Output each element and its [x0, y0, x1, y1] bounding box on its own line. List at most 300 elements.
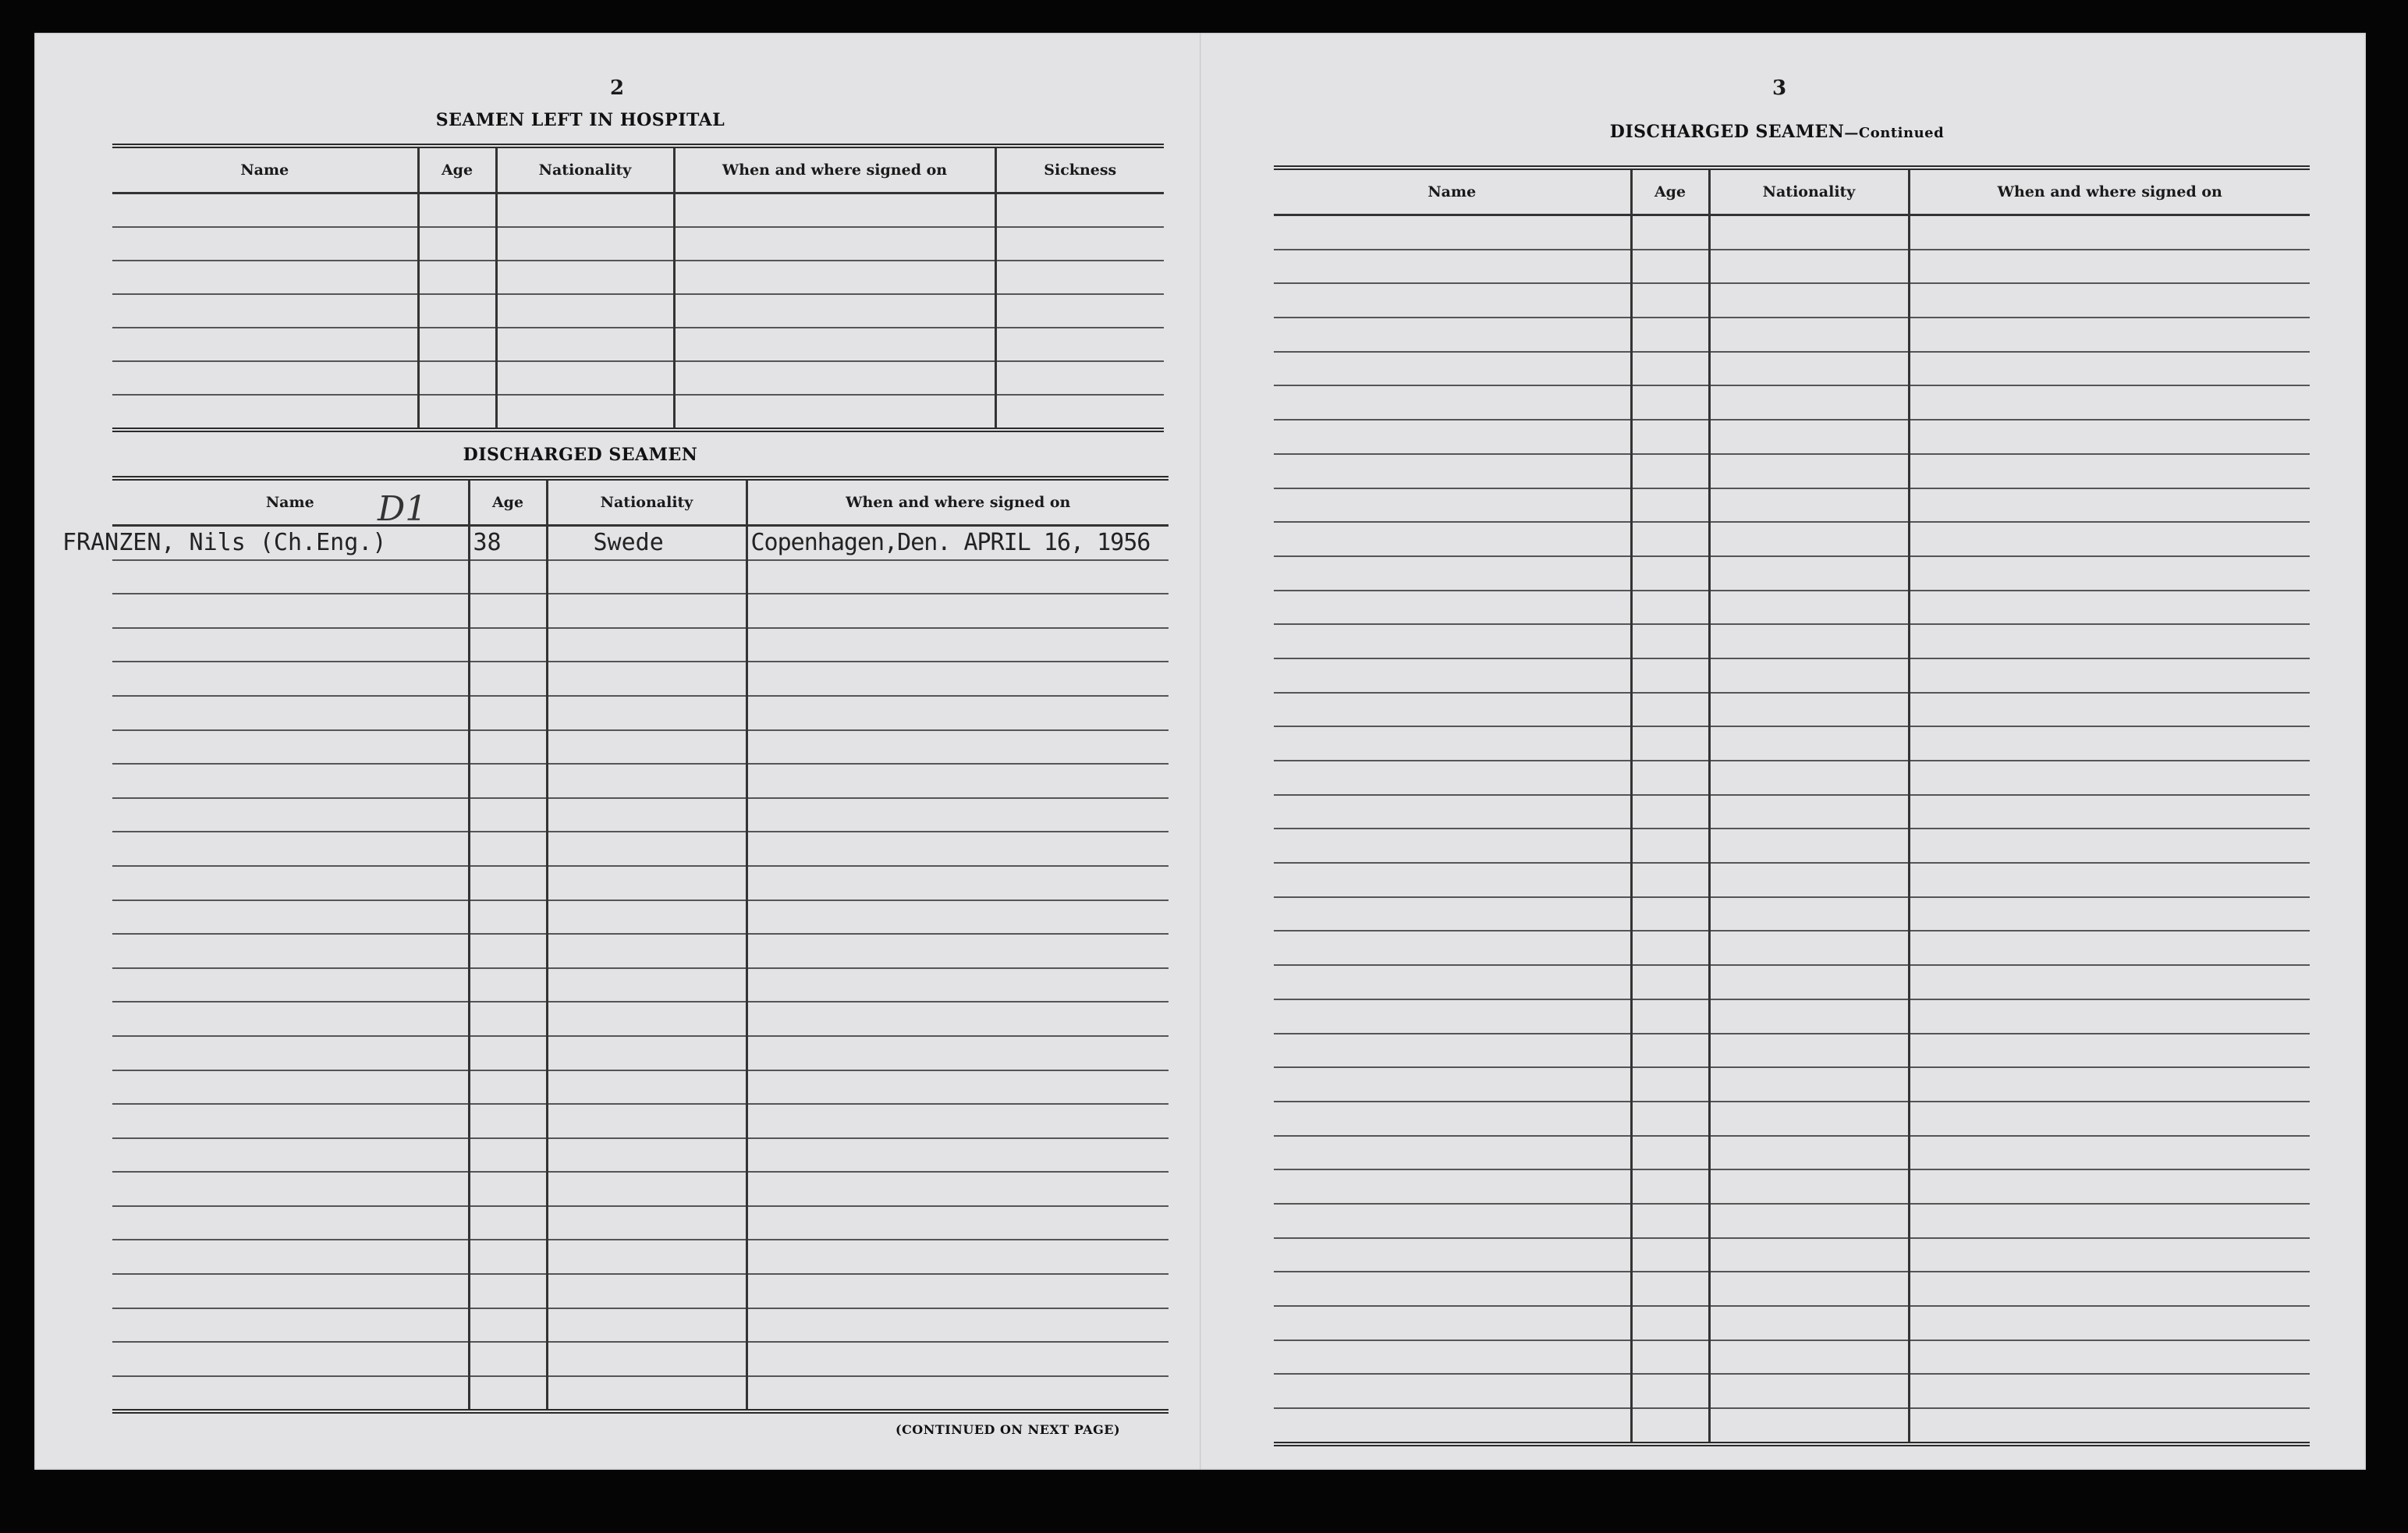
- table-cell: [747, 560, 1169, 594]
- table-cell: [112, 361, 418, 395]
- table-cell: [1909, 1102, 2310, 1136]
- table-cell: [674, 328, 995, 361]
- table-cell: [1274, 522, 1631, 556]
- table-row: [1274, 761, 2310, 795]
- table-cell: [547, 1070, 747, 1105]
- table-cell: [547, 1104, 747, 1138]
- continued-footer: (CONTINUED ON NEXT PAGE): [895, 1422, 1121, 1437]
- entry-age-text: 38: [473, 529, 502, 557]
- table-cell: [995, 328, 1164, 361]
- table-cell: [1631, 1136, 1709, 1170]
- table-cell: [1274, 1238, 1631, 1272]
- table-cell: [1909, 829, 2310, 863]
- table-cell: [1909, 283, 2310, 318]
- table-cell: [1709, 863, 1909, 897]
- table-row: [1274, 1272, 2310, 1306]
- table-row: [112, 1138, 1169, 1173]
- hospital-col-sickness: Sickness: [995, 146, 1164, 193]
- table-cell: [547, 560, 747, 594]
- table-cell: [1631, 1272, 1709, 1306]
- table-cell: [469, 1104, 547, 1138]
- table-cell: [1909, 1204, 2310, 1238]
- table-row: [112, 798, 1169, 832]
- table-cell: [747, 628, 1169, 662]
- table-row: [1274, 897, 2310, 932]
- table-cell: [1274, 454, 1631, 488]
- table-cell: [1709, 250, 1909, 284]
- table-cell: [547, 832, 747, 866]
- table-cell: [1709, 591, 1909, 625]
- table-cell: [1631, 658, 1709, 693]
- table-cell: [747, 1070, 1169, 1105]
- table-cell: [547, 764, 747, 798]
- table-row: [112, 1036, 1169, 1070]
- table-cell: [1909, 999, 2310, 1034]
- table-cell: [1274, 726, 1631, 761]
- table-cell: [1274, 1102, 1631, 1136]
- table-cell: [1909, 1067, 2310, 1102]
- table-cell: [496, 261, 674, 294]
- table-cell: [1909, 1238, 2310, 1272]
- table-cell: [1631, 385, 1709, 420]
- table-cell: [1909, 250, 2310, 284]
- table-cell: [1909, 761, 2310, 795]
- table-cell: [1709, 931, 1909, 965]
- table-row: [112, 594, 1169, 628]
- table-row: [1274, 726, 2310, 761]
- table-cell: [995, 294, 1164, 328]
- table-cell: [496, 193, 674, 228]
- table-cell: [1274, 624, 1631, 658]
- table-row: [1274, 591, 2310, 625]
- table-cell: [418, 328, 496, 361]
- entry-nationality-text: Swede: [593, 529, 664, 557]
- table-row: [112, 1308, 1169, 1343]
- table-cell: [1274, 352, 1631, 386]
- table-cell: [112, 1274, 469, 1308]
- table-row: [1274, 556, 2310, 591]
- table-cell: [112, 1138, 469, 1173]
- table-cell: [1709, 283, 1909, 318]
- table-cell: [469, 594, 547, 628]
- table-cell: [1631, 1067, 1709, 1102]
- table-cell: [1274, 1306, 1631, 1340]
- table-cell: [747, 730, 1169, 765]
- table-cell: [469, 1070, 547, 1105]
- table-cell: [1709, 761, 1909, 795]
- table-cell: [747, 1376, 1169, 1412]
- table-cell: [112, 1036, 469, 1070]
- table-cell: [1709, 795, 1909, 829]
- table-cell: [1709, 385, 1909, 420]
- handwritten-mark: D1: [378, 489, 427, 529]
- table-cell: [112, 1206, 469, 1240]
- table-cell: [1631, 965, 1709, 999]
- table-cell: [674, 227, 995, 261]
- table-cell: [674, 261, 995, 294]
- table-row: [112, 968, 1169, 1002]
- table-row: [1274, 1340, 2310, 1375]
- table-row: [112, 395, 1164, 430]
- table-cell: [1274, 556, 1631, 591]
- table-row: [1274, 250, 2310, 284]
- table-cell: [1909, 454, 2310, 488]
- table-row: [1274, 693, 2310, 727]
- table-row: [112, 934, 1169, 968]
- discharged-section-title: DISCHARGED SEAMEN: [463, 445, 698, 465]
- table-cell: [1631, 1204, 1709, 1238]
- table-row: [1274, 318, 2310, 352]
- table-cell: [547, 1308, 747, 1343]
- table-cell: [112, 934, 469, 968]
- table-cell: [1631, 1340, 1709, 1375]
- table-cell: [469, 1274, 547, 1308]
- table-cell: [547, 1036, 747, 1070]
- table-cell: [1274, 999, 1631, 1034]
- table-cell: [469, 798, 547, 832]
- table-cell: [112, 730, 469, 765]
- table-cell: [112, 594, 469, 628]
- table-cell: [1274, 318, 1631, 352]
- table-cell: [1709, 1340, 1909, 1375]
- table-cell: [1909, 1408, 2310, 1444]
- table-cell: [1631, 1034, 1709, 1068]
- table-cell: [547, 730, 747, 765]
- table-row: [1274, 624, 2310, 658]
- table-cell: [547, 1138, 747, 1173]
- table-cell: [1709, 829, 1909, 863]
- table-cell: [747, 798, 1169, 832]
- table-cell: [112, 1104, 469, 1138]
- table-cell: [747, 696, 1169, 730]
- table-cell: [469, 1342, 547, 1376]
- table-row: [112, 560, 1169, 594]
- table-cell: [469, 1206, 547, 1240]
- table-cell: [747, 900, 1169, 935]
- discharged-rows: [62, 526, 1169, 1412]
- table-cell: [1909, 795, 2310, 829]
- table-cell: [995, 395, 1164, 430]
- continued-col-nationality: Nationality: [1709, 168, 1909, 215]
- table-cell: [747, 594, 1169, 628]
- table-row: [1274, 658, 2310, 693]
- table-cell: [1631, 761, 1709, 795]
- table-cell: [1909, 215, 2310, 250]
- table-cell: [1709, 1067, 1909, 1102]
- table-cell: [418, 294, 496, 328]
- table-cell: [469, 1240, 547, 1274]
- table-cell: [1631, 1102, 1709, 1136]
- table-cell: [1274, 1067, 1631, 1102]
- table-cell: [1631, 931, 1709, 965]
- table-cell: [547, 594, 747, 628]
- table-cell: [1631, 454, 1709, 488]
- table-row: [112, 662, 1169, 696]
- table-cell: [547, 798, 747, 832]
- table-cell: [1274, 863, 1631, 897]
- table-cell: [469, 968, 547, 1002]
- table-cell: [1631, 1408, 1709, 1444]
- table-cell: [112, 294, 418, 328]
- table-cell: [1709, 1102, 1909, 1136]
- table-row: [1274, 795, 2310, 829]
- table-cell: [1909, 318, 2310, 352]
- table-cell: [547, 1376, 747, 1412]
- table-cell: [1909, 897, 2310, 932]
- table-cell: [1631, 726, 1709, 761]
- table-cell: [1274, 931, 1631, 965]
- table-cell: [1909, 1169, 2310, 1204]
- table-cell: [1631, 829, 1709, 863]
- table-cell: [496, 227, 674, 261]
- table-cell: [1709, 726, 1909, 761]
- table-cell: [112, 261, 418, 294]
- table-cell: [547, 1172, 747, 1206]
- table-cell: [1274, 420, 1631, 454]
- table-row: [112, 900, 1169, 935]
- table-cell: [1909, 965, 2310, 999]
- table-cell: [1631, 488, 1709, 523]
- table-row: [112, 227, 1164, 261]
- table-cell: [469, 1376, 547, 1412]
- discharged-col-signed-on: When and where signed on: [747, 478, 1169, 526]
- table-cell: [674, 294, 995, 328]
- table-cell: [469, 866, 547, 900]
- table-cell: [1909, 591, 2310, 625]
- table-row: [112, 1172, 1169, 1206]
- table-cell: [747, 968, 1169, 1002]
- table-cell: [1274, 283, 1631, 318]
- continued-title-suffix: —Continued: [1844, 125, 1945, 141]
- table-row: [112, 1206, 1169, 1240]
- table-cell: [469, 1036, 547, 1070]
- table-cell: [1709, 454, 1909, 488]
- table-cell: [547, 1002, 747, 1036]
- continued-col-age: Age: [1631, 168, 1709, 215]
- table-cell: [469, 832, 547, 866]
- table-cell: [469, 560, 547, 594]
- table-row: [1274, 283, 2310, 318]
- table-cell: [1909, 726, 2310, 761]
- table-row: [1274, 1169, 2310, 1204]
- table-cell: [1909, 693, 2310, 727]
- table-cell: [1709, 556, 1909, 591]
- table-cell: [1909, 1136, 2310, 1170]
- table-cell: [1631, 522, 1709, 556]
- table-cell: [1274, 1272, 1631, 1306]
- table-cell: [112, 395, 418, 430]
- table-cell: [112, 1308, 469, 1343]
- table-cell: [112, 696, 469, 730]
- table-cell: [747, 764, 1169, 798]
- table-cell: [547, 1206, 747, 1240]
- table-cell: [1274, 693, 1631, 727]
- table-cell: [112, 968, 469, 1002]
- table-cell: [547, 934, 747, 968]
- hospital-col-name: Name: [112, 146, 418, 193]
- table-cell: [1909, 931, 2310, 965]
- table-cell: [1709, 1306, 1909, 1340]
- table-row: [112, 1274, 1169, 1308]
- table-cell: [112, 1002, 469, 1036]
- entry-signed-on: [747, 526, 1169, 560]
- table-cell: [747, 832, 1169, 866]
- discharged-col-age: Age: [469, 478, 547, 526]
- table-cell: [1909, 420, 2310, 454]
- table-cell: [1709, 522, 1909, 556]
- continued-title-main: DISCHARGED SEAMEN: [1609, 122, 1845, 142]
- hospital-section-title: SEAMEN LEFT IN HOSPITAL: [435, 110, 725, 130]
- table-cell: [418, 261, 496, 294]
- table-cell: [1274, 795, 1631, 829]
- table-cell: [1274, 829, 1631, 863]
- table-cell: [747, 1308, 1169, 1343]
- table-row: [112, 1070, 1169, 1105]
- table-cell: [496, 361, 674, 395]
- table-cell: [1709, 318, 1909, 352]
- table-cell: [1709, 693, 1909, 727]
- table-cell: [112, 764, 469, 798]
- table-cell: [112, 866, 469, 900]
- table-cell: [747, 1342, 1169, 1376]
- table-cell: [1909, 1034, 2310, 1068]
- table-row: [112, 526, 1169, 560]
- table-cell: [995, 227, 1164, 261]
- table-cell: [1631, 556, 1709, 591]
- table-cell: [1909, 1374, 2310, 1408]
- table-cell: [112, 193, 418, 228]
- table-cell: [1909, 385, 2310, 420]
- table-row: [112, 764, 1169, 798]
- table-row: [1274, 931, 2310, 965]
- entry-nationality: [547, 526, 747, 560]
- table-cell: [1909, 863, 2310, 897]
- continued-rows: [1274, 215, 2310, 1444]
- table-cell: [1274, 1374, 1631, 1408]
- table-row: [1274, 488, 2310, 523]
- table-cell: [547, 662, 747, 696]
- table-cell: [469, 764, 547, 798]
- table-row: [1274, 454, 2310, 488]
- table-cell: [112, 560, 469, 594]
- table-cell: [1909, 658, 2310, 693]
- table-cell: [1631, 250, 1709, 284]
- table-cell: [1909, 1306, 2310, 1340]
- table-cell: [747, 866, 1169, 900]
- table-row: [1274, 1204, 2310, 1238]
- table-row: [112, 628, 1169, 662]
- table-cell: [995, 193, 1164, 228]
- table-cell: [1709, 488, 1909, 523]
- table-row: [112, 1240, 1169, 1274]
- table-cell: [747, 1172, 1169, 1206]
- table-row: [1274, 215, 2310, 250]
- table-cell: [418, 227, 496, 261]
- hospital-header-row: [112, 146, 1164, 193]
- table-row: [1274, 522, 2310, 556]
- table-cell: [1709, 999, 1909, 1034]
- table-cell: [1274, 1034, 1631, 1068]
- table-cell: [1909, 488, 2310, 523]
- hospital-table: [112, 144, 1164, 432]
- table-row: [1274, 999, 2310, 1034]
- table-cell: [1631, 693, 1709, 727]
- table-cell: [1631, 863, 1709, 897]
- continued-section-title: [1543, 122, 2011, 142]
- table-cell: [995, 261, 1164, 294]
- table-cell: [496, 294, 674, 328]
- table-cell: [418, 361, 496, 395]
- discharged-col-nationality: Nationality: [547, 478, 747, 526]
- hospital-col-signed-on: When and where signed on: [674, 146, 995, 193]
- table-cell: [469, 730, 547, 765]
- table-cell: [747, 1206, 1169, 1240]
- table-row: [1274, 1408, 2310, 1444]
- table-cell: [747, 1104, 1169, 1138]
- table-cell: [547, 1274, 747, 1308]
- table-cell: [1631, 624, 1709, 658]
- table-cell: [1631, 215, 1709, 250]
- table-cell: [1274, 591, 1631, 625]
- table-cell: [747, 934, 1169, 968]
- table-row: [1274, 1374, 2310, 1408]
- table-row: [112, 361, 1164, 395]
- table-cell: [1274, 1169, 1631, 1204]
- table-cell: [1709, 1136, 1909, 1170]
- table-row: [1274, 420, 2310, 454]
- table-cell: [112, 798, 469, 832]
- table-row: [112, 832, 1169, 866]
- table-row: [1274, 1067, 2310, 1102]
- table-cell: [112, 832, 469, 866]
- entry-name-text: FRANZEN, Nils (Ch.Eng.): [62, 529, 387, 557]
- table-cell: [547, 1342, 747, 1376]
- table-cell: [1631, 795, 1709, 829]
- table-cell: [1709, 1374, 1909, 1408]
- table-cell: [547, 628, 747, 662]
- table-row: [112, 1104, 1169, 1138]
- table-cell: [1709, 1204, 1909, 1238]
- table-cell: [469, 1138, 547, 1173]
- table-cell: [547, 1240, 747, 1274]
- continued-header-row: [1274, 168, 2310, 215]
- table-cell: [674, 361, 995, 395]
- table-cell: [112, 628, 469, 662]
- table-cell: [112, 328, 418, 361]
- discharged-table: [62, 476, 1169, 1414]
- table-cell: [112, 1342, 469, 1376]
- table-cell: [1631, 591, 1709, 625]
- table-cell: [1631, 999, 1709, 1034]
- table-cell: [1909, 1340, 2310, 1375]
- table-row: [1274, 1306, 2310, 1340]
- entry-age: [469, 526, 547, 560]
- table-cell: [1709, 624, 1909, 658]
- table-cell: [747, 1138, 1169, 1173]
- table-cell: [1709, 1169, 1909, 1204]
- table-cell: [112, 1376, 469, 1412]
- table-cell: [1631, 420, 1709, 454]
- table-cell: [1274, 488, 1631, 523]
- table-cell: [547, 968, 747, 1002]
- table-cell: [674, 395, 995, 430]
- table-cell: [1709, 1034, 1909, 1068]
- table-row: [1274, 385, 2310, 420]
- table-cell: [1274, 897, 1631, 932]
- table-cell: [1909, 352, 2310, 386]
- table-cell: [1909, 522, 2310, 556]
- table-row: [112, 261, 1164, 294]
